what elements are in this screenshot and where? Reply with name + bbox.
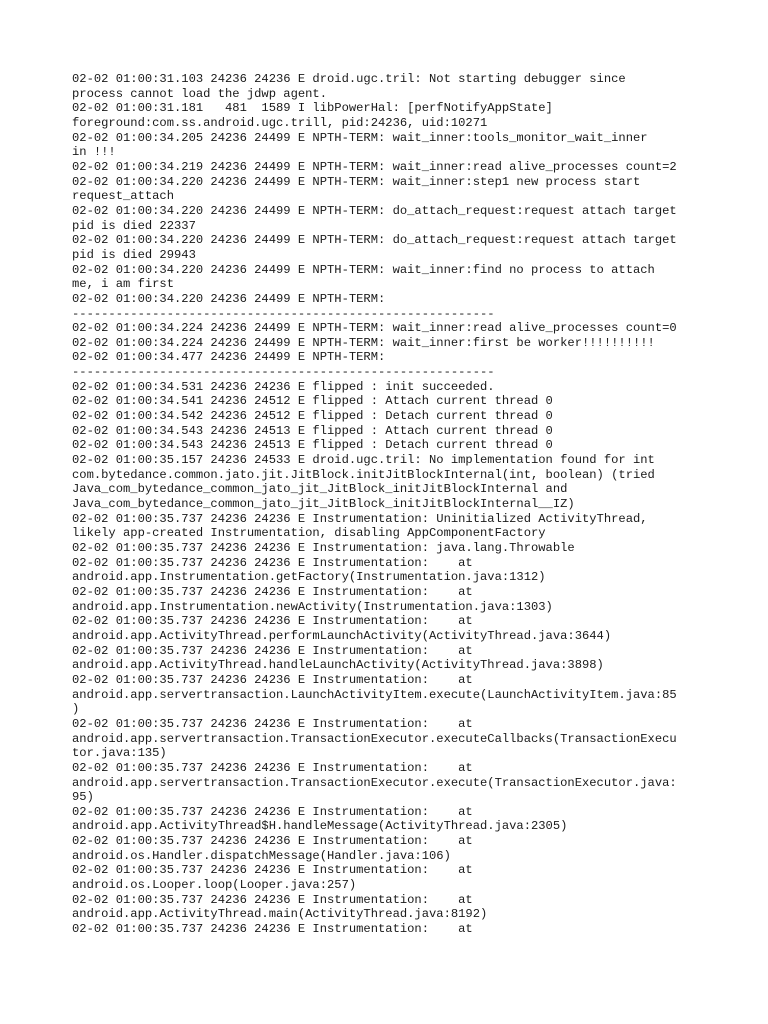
log-line: android.app.ActivityThread.handleLaunchActivity(ActivityThread.java:3898) — [72, 658, 604, 673]
log-line: android.app.Instrumentation.getFactory(Instrumentation.java:1312) — [72, 570, 546, 585]
log-line: 02-02 01:00:34.477 24236 24499 E NPTH-TERM: — [72, 350, 386, 365]
log-line: 02-02 01:00:35.737 24236 24236 E Instrumentation: at — [72, 892, 473, 907]
log-line: ) — [72, 702, 80, 717]
log-line: android.app.Instrumentation.newActivity(Instrumentation.java:1303) — [72, 599, 553, 614]
log-line: 02-02 01:00:35.737 24236 24236 E Instrumentation: at — [72, 863, 473, 878]
log-line: 02-02 01:00:35.737 24236 24236 E Instrumentation: at — [72, 804, 473, 819]
log-line: ---------------------------------------------------------- — [72, 306, 495, 321]
log-line: 02-02 01:00:35.737 24236 24236 E Instrumentation: at — [72, 834, 473, 849]
log-line: pid is died 29943 — [72, 247, 196, 262]
log-line: 02-02 01:00:34.541 24236 24512 E flipped : Attach current thread 0 — [72, 394, 553, 409]
log-line: android.app.ActivityThread$H.handleMessage(ActivityThread.java:2305) — [72, 819, 568, 834]
log-line: in !!! — [72, 145, 116, 160]
log-line: 02-02 01:00:34.205 24236 24499 E NPTH-TERM: wait_inner:tools_monitor_wait_inner — [72, 130, 648, 145]
log-line: 02-02 01:00:31.181 481 1589 I libPowerHal: [perfNotifyAppState] — [72, 101, 553, 116]
log-line: android.app.ActivityThread.main(ActivityThread.java:8192) — [72, 907, 488, 922]
log-line: android.os.Looper.loop(Looper.java:257) — [72, 878, 357, 893]
log-line: 02-02 01:00:35.157 24236 24533 E droid.ugc.tril: No implementation found for int — [72, 453, 655, 468]
log-line: 02-02 01:00:35.737 24236 24236 E Instrumentation: at — [72, 614, 473, 629]
log-line: 02-02 01:00:34.543 24236 24513 E flipped : Attach current thread 0 — [72, 423, 553, 438]
log-line: 02-02 01:00:34.220 24236 24499 E NPTH-TERM: do_attach_request:request attach target — [72, 233, 677, 248]
log-line: 02-02 01:00:34.224 24236 24499 E NPTH-TERM: wait_inner:first be worker!!!!!!!!!! — [72, 335, 655, 350]
log-line: Java_com_bytedance_common_jato_jit_JitBlock_initJitBlockInternal__IZ) — [72, 497, 575, 512]
log-line: 02-02 01:00:34.224 24236 24499 E NPTH-TERM: wait_inner:read alive_processes count=0 — [72, 321, 677, 336]
log-line: 02-02 01:00:35.737 24236 24236 E Instrumentation: at — [72, 643, 473, 658]
log-line: 02-02 01:00:34.220 24236 24499 E NPTH-TERM: wait_inner:step1 new process start — [72, 174, 641, 189]
log-line: request_attach — [72, 189, 174, 204]
log-line: 02-02 01:00:35.737 24236 24236 E Instrumentation: at — [72, 555, 473, 570]
log-line: Java_com_bytedance_common_jato_jit_JitBlock_initJitBlockInternal and — [72, 482, 568, 497]
log-line: 02-02 01:00:35.737 24236 24236 E Instrumentation: at — [72, 584, 473, 599]
log-line: 02-02 01:00:35.737 24236 24236 E Instrumentation: at — [72, 760, 473, 775]
log-line: 02-02 01:00:35.737 24236 24236 E Instrumentation: at — [72, 922, 473, 937]
log-line: 95) — [72, 790, 94, 805]
log-line: 02-02 01:00:35.737 24236 24236 E Instrumentation: at — [72, 716, 473, 731]
log-line: 02-02 01:00:35.737 24236 24236 E Instrumentation: Uninitialized ActivityThread, — [72, 511, 648, 526]
log-line: me, i am first — [72, 277, 174, 292]
log-line: 02-02 01:00:34.543 24236 24513 E flipped : Detach current thread 0 — [72, 438, 553, 453]
log-document — [72, 72, 702, 937]
log-line: tor.java:135) — [72, 746, 167, 761]
log-line: 02-02 01:00:35.737 24236 24236 E Instrumentation: java.lang.Throwable — [72, 541, 575, 555]
log-line: 02-02 01:00:34.219 24236 24499 E NPTH-TERM: wait_inner:read alive_processes count=2 — [72, 159, 677, 174]
log-line: com.bytedance.common.jato.jit.JitBlock.initJitBlockInternal(int, boolean) (tried — [72, 467, 655, 482]
log-line: android.app.ActivityThread.performLaunchActivity(ActivityThread.java:3644) — [72, 628, 612, 643]
log-line: 02-02 01:00:35.737 24236 24236 E Instrumentation: at — [72, 672, 473, 687]
log-line: 02-02 01:00:34.220 24236 24499 E NPTH-TERM: do_attach_request:request attach target — [72, 203, 677, 218]
log-line: 02-02 01:00:34.542 24236 24512 E flipped : Detach current thread 0 — [72, 409, 553, 424]
log-line: 02-02 01:00:34.531 24236 24236 E flipped : init succeeded. — [72, 379, 495, 394]
log-line: android.app.servertransaction.TransactionExecutor.execute(TransactionExecutor.java: — [72, 775, 677, 790]
log-line: ---------------------------------------------------------- — [72, 365, 495, 380]
log-line: 02-02 01:00:31.103 24236 24236 E droid.ugc.tril: Not starting debugger since — [72, 72, 626, 86]
log-line: android.app.servertransaction.LaunchActivityItem.execute(LaunchActivityItem.java:85 — [72, 687, 677, 702]
log-line: likely app-created Instrumentation, disabling AppComponentFactory — [72, 526, 546, 541]
log-line: process cannot load the jdwp agent. — [72, 86, 327, 101]
log-line: 02-02 01:00:34.220 24236 24499 E NPTH-TERM: wait_inner:find no process to attach — [72, 262, 655, 277]
log-line: android.os.Handler.dispatchMessage(Handler.java:106) — [72, 848, 451, 863]
log-line: foreground:com.ss.android.ugc.trill, pid:24236, uid:10271 — [72, 115, 488, 130]
log-line: pid is died 22337 — [72, 218, 196, 233]
log-line: android.app.servertransaction.TransactionExecutor.executeCallbacks(TransactionExecu — [72, 731, 677, 746]
log-line: 02-02 01:00:34.220 24236 24499 E NPTH-TERM: — [72, 291, 386, 306]
